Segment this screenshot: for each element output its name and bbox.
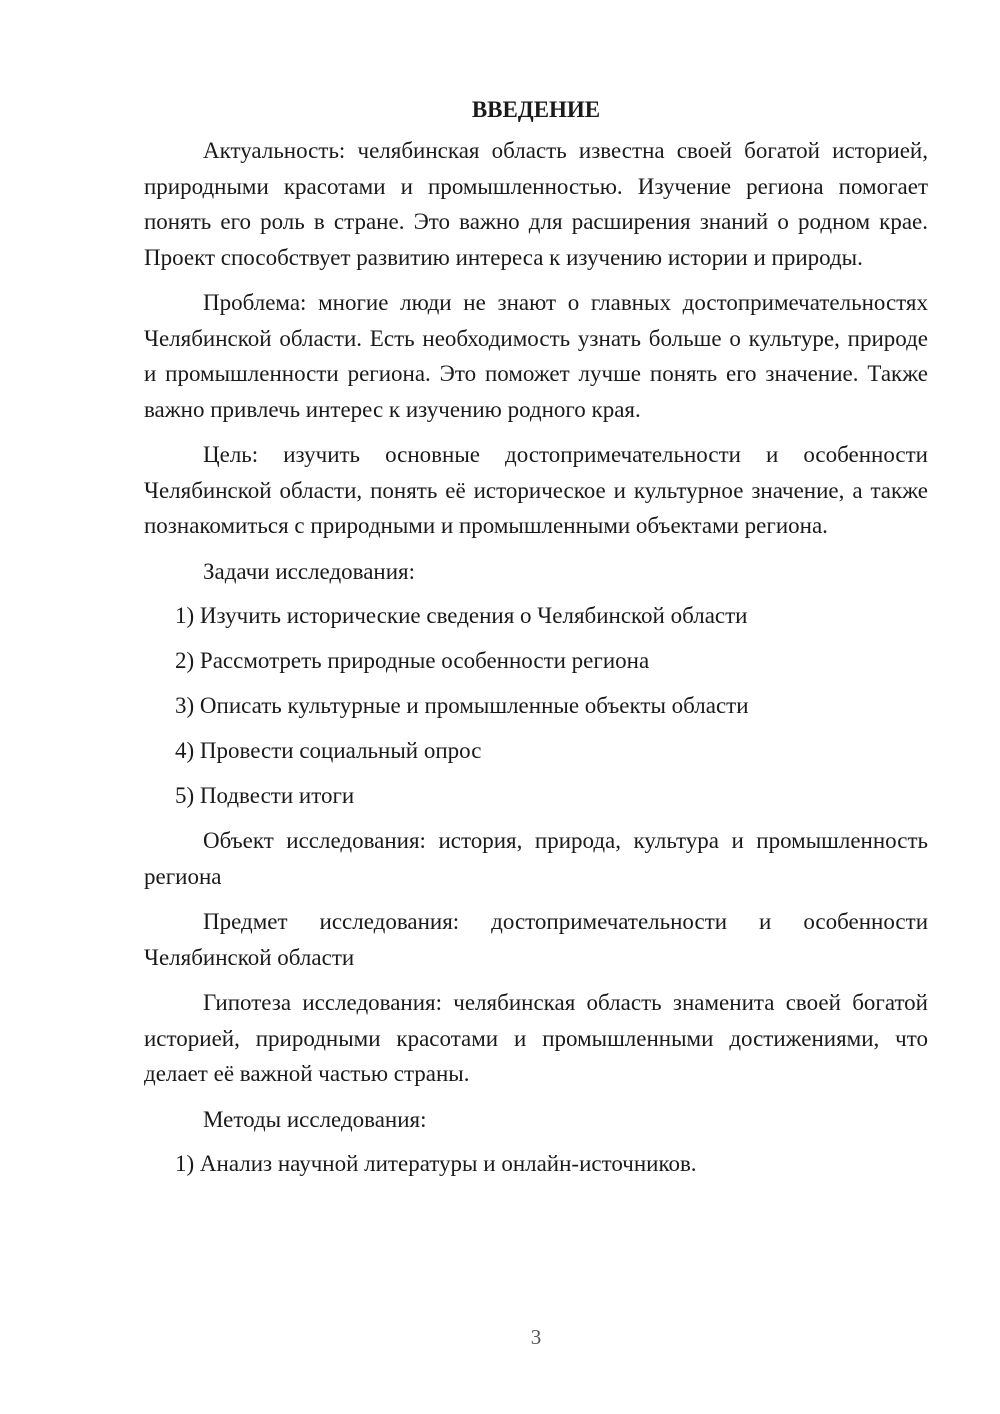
- task-item: 1) Изучить исторические сведения о Челябинской области: [175, 603, 748, 628]
- hypothesis-paragraph: Гипотеза исследования: челябинская область знаменита своей богатой историей, природными красотами и промышленными достижениями, что делает её важной частью страны.: [144, 990, 928, 1086]
- page-number: 3: [530, 1325, 542, 1349]
- goal-paragraph: Цель: изучить основные достопримечательности и особенности Челябинской области, понять её историческое и культурное значение, а также познакомиться с природными и промышленными объектами региона.: [144, 442, 928, 538]
- relevance-paragraph: Актуальность: челябинская область известна своей богатой историей, природными красотами и промышленностью. Изучение региона помогает понять его роль в стране. Это важно для расширения знаний о родном крае. Проект способствует развитию интереса к изучению истории и природы.: [144, 138, 928, 270]
- task-item: 4) Провести социальный опрос: [175, 738, 482, 763]
- document-page: [144, 92, 928, 1191]
- problem-paragraph: Проблема: многие люди не знают о главных достопримечательностях Челябинской области. Есть необходимость узнать больше о культуре, природе и промышленности региона. Это поможет лучше понять его значение. Также важно привлечь интерес к изучению родного края.: [144, 290, 928, 422]
- methods-heading: Методы исследования:: [203, 1106, 427, 1132]
- methods-list: [144, 1146, 928, 1182]
- task-item: 5) Подвести итоги: [175, 783, 355, 808]
- subject-paragraph: Предмет исследования: достопримечательности и особенности Челябинской области: [144, 909, 928, 970]
- section-title: ВВЕДЕНИЕ: [471, 97, 601, 122]
- task-item: 3) Описать культурные и промышленные объекты области: [175, 693, 749, 718]
- method-item: 1) Анализ научной литературы и онлайн-источников.: [175, 1151, 697, 1176]
- object-paragraph: Объект исследования: история, природа, культура и промышленность региона: [144, 828, 928, 889]
- tasks-list: [144, 598, 928, 814]
- task-item: 2) Рассмотреть природные особенности региона: [175, 648, 650, 673]
- tasks-heading: Задачи исследования:: [203, 558, 416, 584]
